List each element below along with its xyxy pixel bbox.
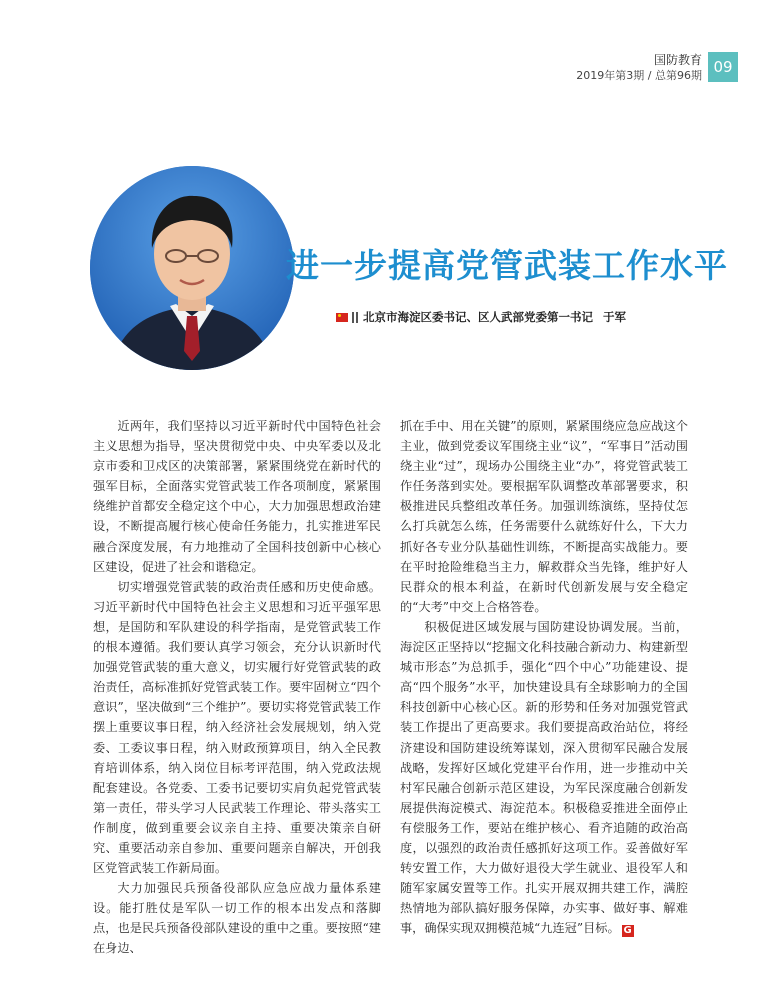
flag-icon — [336, 313, 348, 322]
page-number: 09 — [708, 52, 738, 82]
text-column-right — [400, 416, 688, 938]
paragraph-continued: 抓在手中、用在关键”的原则，紧紧围绕应急应战这个主业，做到党委议军围绕主业“议”，“军事日”活动围绕主业“过”，现场办公围绕主业“办”，将党管武装工作任务落到实处。要根据军队调整改革部署要求，积极推进民兵整组改革任务。加强训练演练，坚持仗怎么打兵就怎么练，任务需要什么就练好什么，下大力抓好各专业分队基础性训练，不断提高实战能力。要在平时抢险维稳当主力，解救群众当先锋，维护好人民群众的根本利益，在新时代创新发展与安全稳定的“大考”中交上合格答卷。 — [400, 419, 688, 614]
text-column-left — [93, 416, 381, 959]
paragraph: 大力加强民兵预备役部队应急应战力量体系建设。能打胜仗是军队一切工作的根本出发点和落脚点，也是民兵预备役部队建设的重中之重。要按照“建在身边、 — [93, 881, 381, 956]
paragraph: 切实增强党管武装的政治责任感和历史使命感。习近平新时代中国特色社会主义思想和习近平强军思想，是国防和军队建设的科学指南，是党管武装工作的根本遵循。我们要认真学习领会，充分认识新时代加强党管武装的重大意义，切实履行好党管武装的政治责任，高标准抓好党管武装工作。要牢固树立“四个意识”，坚决做到“三个维护”。要切实将党管武装工作摆上重要议事日程，纳入经济社会发展规划，纳入党委、工委议事日程，纳入财政预算项目，纳入全民教育培训体系，纳入岗位目标考评范围，纳入党政法规配套建设。各党委、工委书记要切实肩负起党管武装第一责任，带头学习人民武装工作理论、带头落实工作制度，做到重要会议亲自主持、重要决策亲自研究、重要活动亲自参加、重要问题亲自解决，开创我区党管武装工作新局面。 — [93, 579, 381, 876]
person-portrait-icon — [90, 166, 294, 370]
author-portrait — [90, 166, 294, 370]
page-header — [576, 52, 738, 83]
paragraph-text: 积极促进区域发展与国防建设协调发展。当前，海淀区正坚持以“挖掘文化科技融合新动力、构建新型城市形态”为总抓手，强化“四个中心”功能建设、提高“四个服务”水平，加快建设具有全球影响力的全国科技创新中心核心区。新的形势和任务对加强党管武装工作提出了更高要求。我们要提高政治站位，将经济建设和国防建设统筹谋划，深入贯彻军民融合发展战略，发挥好区域化党建平台作用，进一步推动中关村军民融合创新示范区建设，为军民深度融合创新发展提供海淀模式、海淀范本。积极稳妥推进全面停止有偿服务工作，要站在维护核心、看齐追随的政治高度，以强烈的政治责任感抓好这项工作。妥善做好军转安置工作，大力做好退役大学生就业、退役军人和随军家属安置等工作。扎实开展双拥共建工作，满腔热情地为部队搞好服务保障，办实事、做好事、解难事，确保实现双拥模范城“九连冠”目标。 — [400, 619, 688, 936]
header-text — [576, 52, 702, 83]
paragraph — [400, 617, 688, 939]
end-mark-icon: G — [623, 925, 632, 937]
article-title: 进一步提高党管武装工作水平 — [286, 246, 728, 285]
paragraph: 近两年，我们坚持以习近平新时代中国特色社会主义思想为指导，坚决贯彻党中央、中央军委以及北京市委和卫戍区的决策部署，紧紧围绕党在新时代的强军目标，全面落实党管武装工作各项制度，紧紧围绕维护首都安全稳定这个中心，大力加强思想政治建设，不断提高履行核心使命任务能力，扎实推进军民融合深度发展，有力地推动了全国科技创新中心核心区建设，促进了社会和谐稳定。 — [93, 419, 381, 574]
issue-info: 2019年第3期 / 总第96期 — [576, 69, 702, 82]
magazine-title: 国防教育 — [653, 53, 702, 67]
byline-position: 北京市海淀区委书记、区人武部党委第一书记 — [363, 310, 593, 324]
byline — [336, 309, 626, 325]
byline-name: 于军 — [603, 310, 626, 324]
double-bar-icon — [352, 312, 358, 323]
